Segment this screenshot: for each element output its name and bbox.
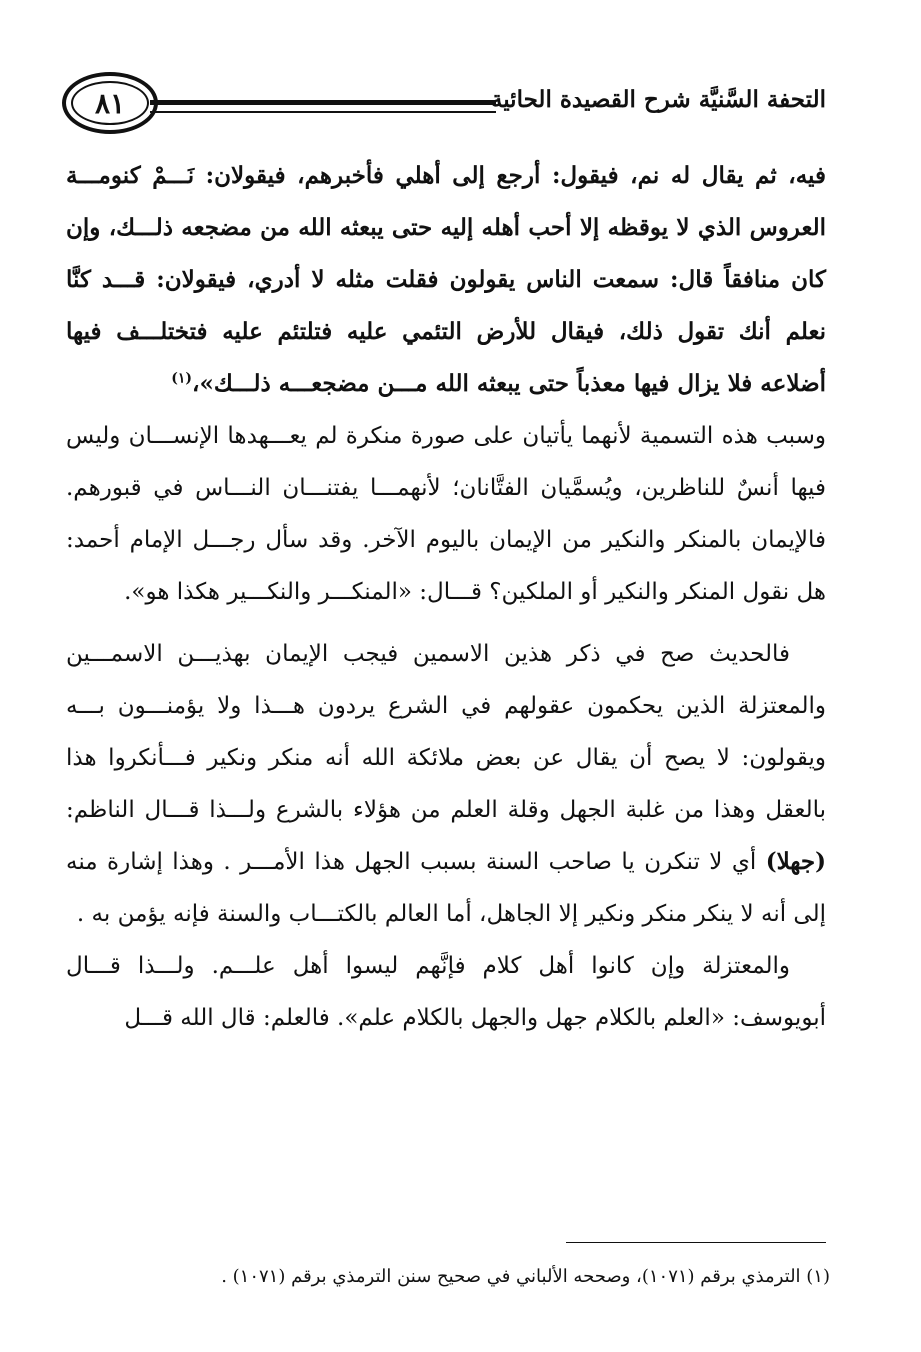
- page-number: ٨١: [94, 86, 126, 120]
- header-title: التحفة السَّنيَّة شرح القصيدة الحائية: [490, 86, 826, 113]
- paragraph-naming: وسبب هذه التسمية لأنهما يأتيان على صورة منكرة لم يعـــهدها الإنســـان وليس فيها أنسٌ للناظرين، ويُسمَّيان الفتَّانان؛ لأنهمـــا يفتنـــان النـــاس في قبورهم. فالإيمان بالمنكر والنكير من الإيمان باليوم الآخر. وقد سأل رجـــل الإمام أحمد: هل نقول المنكر والنكير أو الملكين؟ قـــال: «المنكـــر والنكـــير هكذا هو».: [66, 423, 826, 605]
- header-rule: [150, 100, 496, 113]
- footnote: (١) الترمذي برقم (١٠٧١)، وصححه الألباني في صحيح سنن الترمذي برقم (١٠٧١) .: [221, 1266, 830, 1287]
- paragraph-mutazila-part-b: أي لا تنكرن يا صاحب السنة بسبب الجهل هذا الأمـــر . وهذا إشارة منه إلى أنه لا ينكر منكر ونكير إلا الجاهل، أما العالم بالكتـــاب والسنة فإنه يؤمن به .: [66, 849, 826, 927]
- paragraph-mutazila-part-a: فالحديث صح في ذكر هذين الاسمين فيجب الإيمان بهذيـــن الاسمـــين والمعتزلة الذين يحكمون عقولهم في الشرع يردون هـــذا ولا يؤمنـــون بـــه ويقولون: لا يصح أن يقال عن بعض ملائكة الله أنه منكر ونكير فـــأنكروا هذا بالعقل وهذا من غلبة الجهل وقلة العلم من هؤلاء بالشرع ولـــذا قـــال الناظم:: [66, 641, 826, 823]
- footnote-ref: (١): [171, 370, 193, 387]
- footnote-divider: [566, 1242, 826, 1243]
- hadith-text: فيه، ثم يقال له نم، فيقول: أرجع إلى أهلي فأخبرهم، فيقولان: نَـــمْ كنومـــة العروس الذي لا يوقظه إلا أحب أهله إليه حتى يبعثه الله من مضجعه ذلـــك، وإن كان منافقاً قال: سمعت الناس يقولون فقلت مثله لا أدري، فيقولان: قـــد كنَّا نعلم أنك تقول ذلك، فيقال للأرض التئمي عليه فتلتئم عليه فتختلـــف فيها أضلاعه فلا يزال فيها معذباً حتى يبعثه الله مـــن مضجعـــه ذلـــك»،: [66, 162, 826, 397]
- main-text: [66, 150, 826, 1044]
- paragraph-mutazila: [66, 628, 826, 940]
- running-header: [62, 70, 826, 146]
- paragraph-hadith: [66, 150, 826, 410]
- page-number-badge: [62, 72, 158, 134]
- keyword-jahlan: (جهلا): [765, 848, 827, 875]
- paragraph-gap: [66, 618, 826, 628]
- paragraph-kalam: والمعتزلة وإن كانوا أهل كلام فإنَّهم ليسوا أهل علـــم. ولـــذا قـــال أبويوسف: «العلم بالكلام جهل والجهل بالكلام علم». فالعلم: قال الله قـــل: [66, 953, 826, 1031]
